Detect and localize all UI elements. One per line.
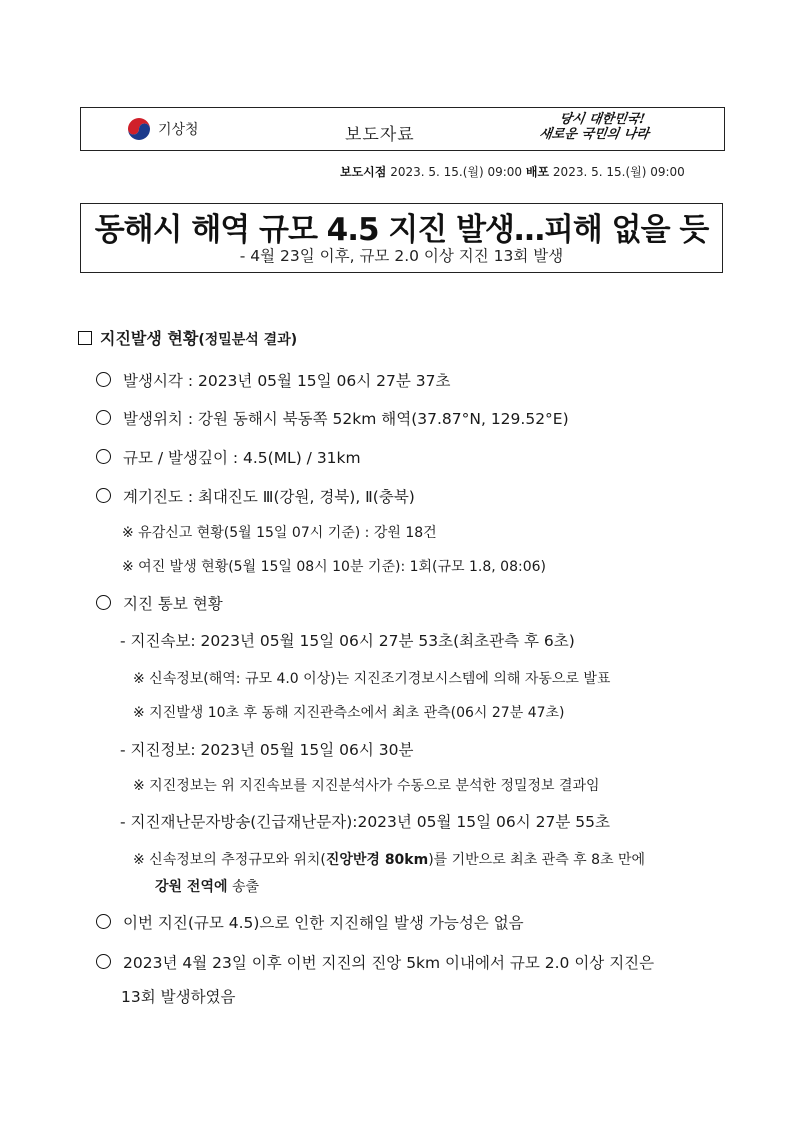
instrumental-intensity: 계기진도 : 최대진도 Ⅲ(강원, 경북), Ⅱ(충북) xyxy=(96,485,415,507)
quick-report-note-1: ※ 신속정보(해역: 규모 4.0 이상)는 지진조기경보시스템에 의해 자동으로 발표 xyxy=(133,671,611,687)
occurrence-location: 발생위치 : 강원 동해시 북동쪽 52km 해역(37.87°N, 129.52°E) xyxy=(96,407,569,429)
circle-bullet-icon xyxy=(96,595,111,610)
disaster-message-note-2: 강원 전역에 송출 xyxy=(155,879,259,895)
doc-type-label: 보도자료 xyxy=(345,125,415,145)
slogan-line2: 새로운 국민의 나라 xyxy=(538,127,650,142)
circle-bullet-icon xyxy=(96,410,111,425)
section-heading: 지진발생 현황(정밀분석 결과) xyxy=(78,326,297,349)
quick-report-note-2: ※ 지진발생 10초 후 동해 지진관측소에서 최초 관측(06시 27분 47초) xyxy=(133,705,565,721)
taegeuk-logo-icon xyxy=(125,115,153,143)
slogan-line1: 당시 대한민국! xyxy=(558,112,646,127)
dist-time-label: 배포 xyxy=(525,165,550,179)
aftershock-note: ※ 여진 발생 현황(5월 15일 08시 10분 기준): 1회(규모 1.8, 08:06) xyxy=(122,559,546,575)
agency-logo xyxy=(125,115,275,143)
disaster-message: - 지진재난문자방송(긴급재난문자):2023년 05월 15일 06시 27분 55초 xyxy=(120,813,610,831)
page-subtitle: - 4월 23일 이후, 규모 2.0 이상 지진 13회 발생 xyxy=(239,247,564,265)
slogan xyxy=(538,112,723,146)
circle-bullet-icon xyxy=(96,954,111,969)
magnitude-depth: 규모 / 발생깊이 : 4.5(ML) / 31km xyxy=(96,446,361,468)
disaster-message-note: ※ 신속정보의 추정규모와 위치(진앙반경 80km)를 기반으로 최초 관측 후 8초 만에 xyxy=(133,852,646,868)
circle-bullet-icon xyxy=(96,488,111,503)
info-report-note: ※ 지진정보는 위 지진속보를 지진분석사가 수동으로 분석한 정밀정보 결과임 xyxy=(133,778,600,794)
series-statement: 2023년 4월 23일 이후 이번 지진의 진앙 5km 이내에서 규모 2.0 이상 지진은 xyxy=(96,951,654,973)
report-time: 2023. 5. 15.(월) 09:00 xyxy=(390,165,523,179)
circle-bullet-icon xyxy=(96,914,111,929)
tsunami-statement: 이번 지진(규모 4.5)으로 인한 지진해일 발생 가능성은 없음 xyxy=(96,911,524,933)
report-time-label: 보도시점 xyxy=(340,165,387,179)
occurrence-time: 발생시각 : 2023년 05월 15일 06시 27분 37초 xyxy=(96,369,451,391)
felt-report-note: ※ 유감신고 현황(5월 15일 07시 기준) : 강원 18건 xyxy=(122,525,437,541)
agency-name: 기상청 xyxy=(158,122,199,138)
square-bullet-icon xyxy=(78,331,92,345)
dist-time: 2023. 5. 15.(월) 09:00 xyxy=(552,165,685,179)
circle-bullet-icon xyxy=(96,449,111,464)
series-statement-2: 13회 발생하였음 xyxy=(121,988,236,1006)
release-info xyxy=(340,163,685,180)
info-report: - 지진정보: 2023년 05월 15일 06시 30분 xyxy=(120,741,414,759)
page-title: 동해시 해역 규모 4.5 지진 발생…피해 없을 듯 xyxy=(94,212,709,248)
notice-heading: 지진 통보 현황 xyxy=(96,592,223,614)
quick-report: - 지진속보: 2023년 05월 15일 06시 27분 53초(최초관측 후 6초) xyxy=(120,632,575,650)
circle-bullet-icon xyxy=(96,372,111,387)
